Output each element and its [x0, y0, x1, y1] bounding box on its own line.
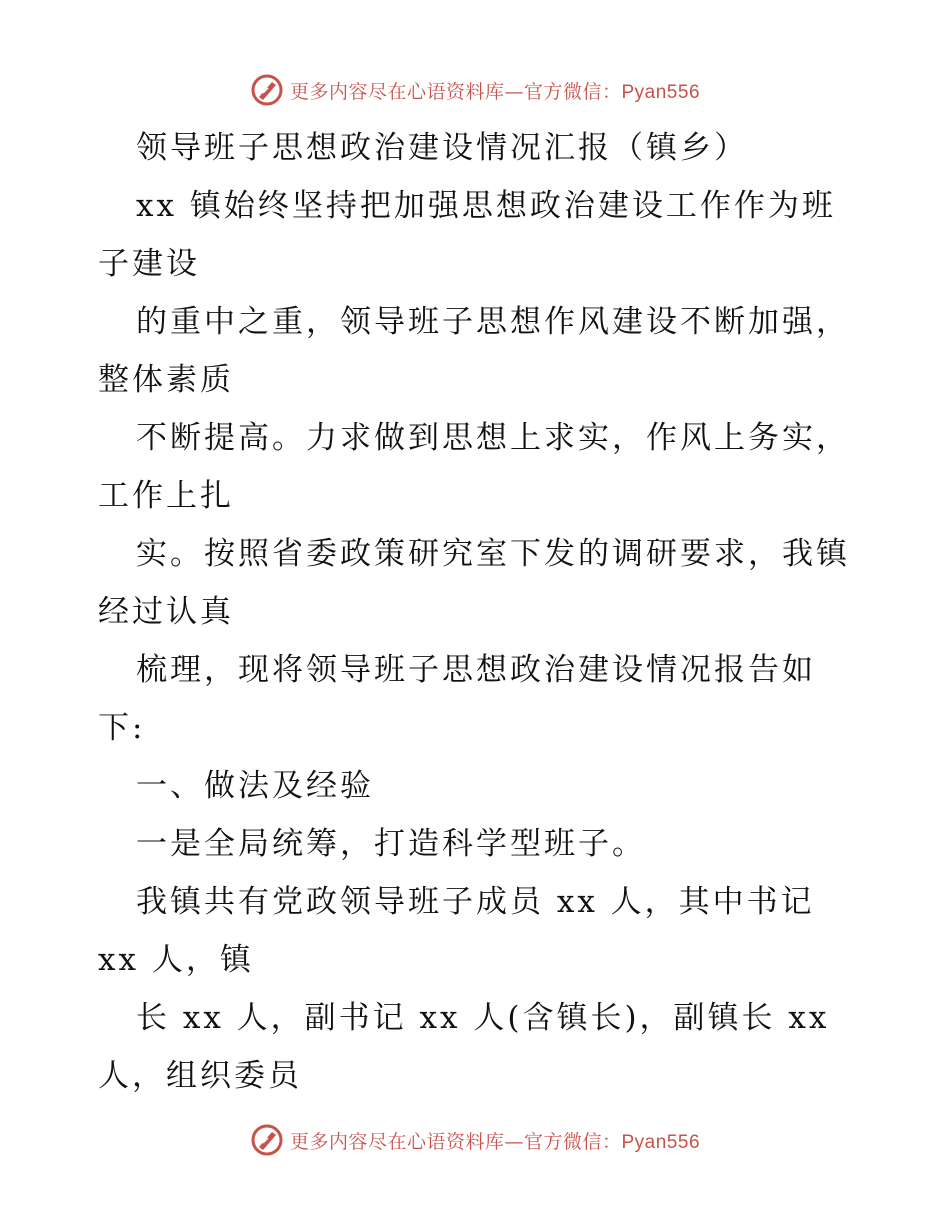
- section-heading: 一、做法及经验: [136, 768, 374, 804]
- footer-banner-text: 更多内容尽在心语资料库—官方微信：Pyan556: [289, 1130, 701, 1153]
- paragraph-line: 实。按照省委政策研究室下发的调研要求，我镇: [136, 536, 850, 572]
- paragraph-line: 人，组织委员: [98, 1058, 302, 1094]
- footer-wechat-id: Pyan556: [621, 1131, 701, 1153]
- quill-logo-icon: [250, 73, 284, 107]
- header-banner: [0, 70, 950, 110]
- subsection-heading: 一是全局统筹，打造科学型班子。: [136, 826, 646, 862]
- footer-banner: [0, 1120, 950, 1160]
- header-banner-text: 更多内容尽在心语资料库—官方微信：Pyan556: [289, 80, 701, 103]
- header-wechat-id: Pyan556: [621, 81, 701, 103]
- quill-logo-icon: [250, 1123, 284, 1157]
- paragraph-line: xx 镇始终坚持把加强思想政治建设工作作为班: [136, 188, 836, 224]
- paragraph-line: 的重中之重，领导班子思想作风建设不断加强，: [136, 304, 850, 340]
- paragraph-line: 我镇共有党政领导班子成员 xx 人，其中书记: [136, 884, 815, 920]
- paragraph-line: 梳理，现将领导班子思想政治建设情况报告如: [136, 652, 816, 688]
- paragraph-line: 工作上扎: [98, 478, 234, 514]
- paragraph-line: 整体素质: [98, 362, 234, 398]
- paragraph-line: 子建设: [98, 246, 200, 282]
- paragraph-line: 下:: [98, 710, 146, 746]
- paragraph-line: 长 xx 人，副书记 xx 人(含镇长)，副镇长 xx: [136, 1000, 830, 1036]
- paragraph-line: 不断提高。力求做到思想上求实，作风上务实，: [136, 420, 850, 456]
- paragraph-line: 经过认真: [98, 594, 234, 630]
- document-title: 领导班子思想政治建设情况汇报（镇乡）: [136, 130, 748, 166]
- paragraph-line: xx 人，镇: [98, 942, 254, 978]
